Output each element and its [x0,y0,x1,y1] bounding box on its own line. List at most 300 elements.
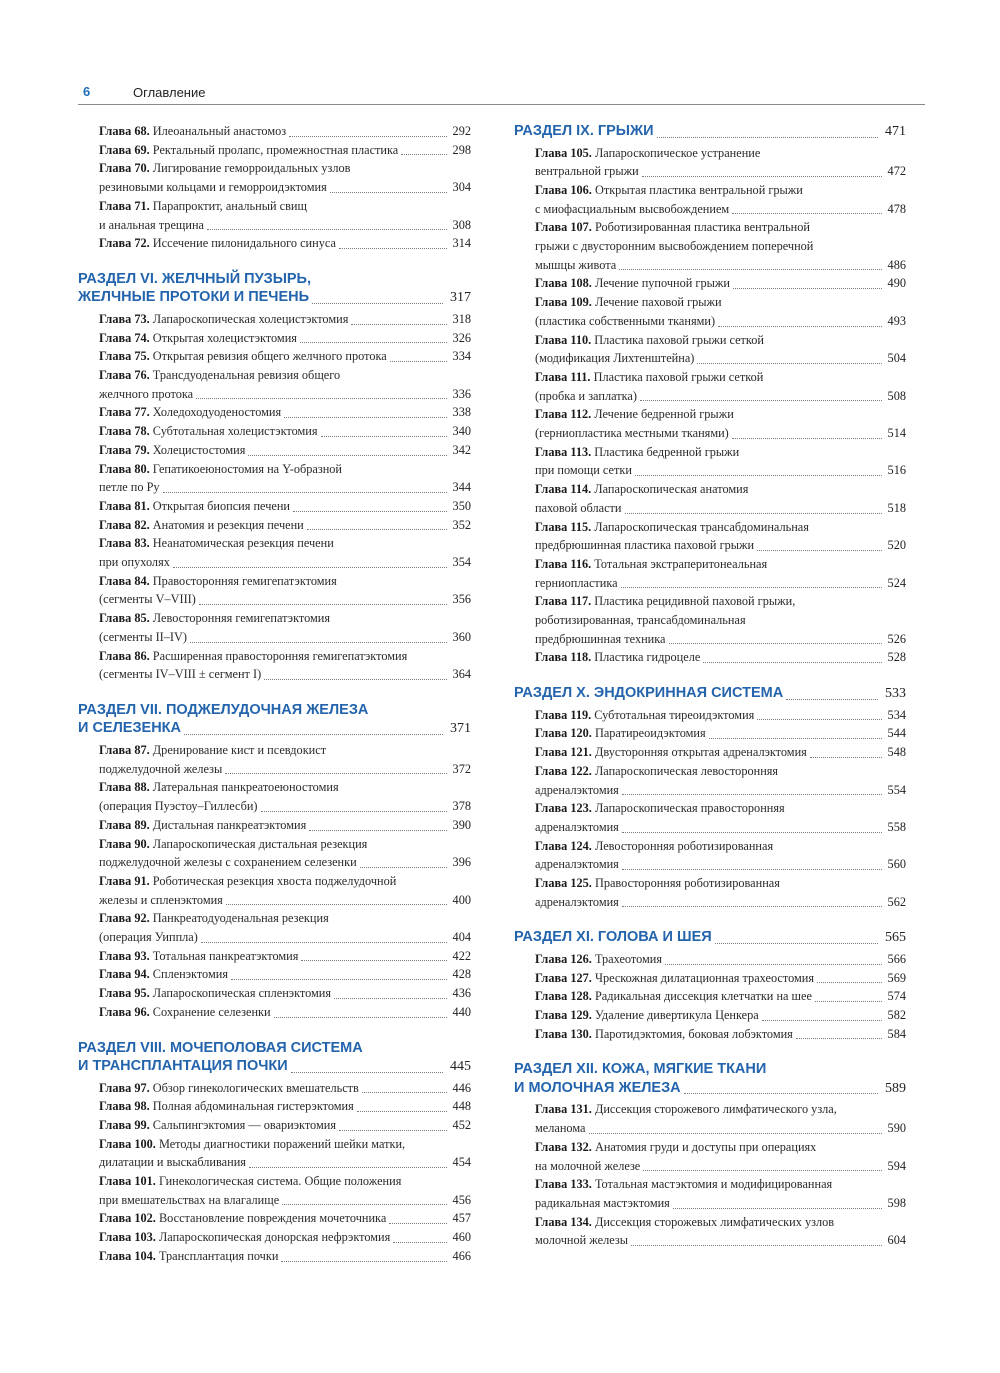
chapter-page-number: 396 [452,855,471,870]
chapter-title-text: Глава 129. Удаление дивертикула Ценкера [535,1008,759,1023]
chapter-label: Глава 131. [535,1102,592,1117]
chapter-line [99,234,471,253]
dot-leader [715,942,878,944]
chapter-title-text: резиновыми кольцами и геморроидэктомия [99,180,327,195]
chapter-label: Глава 117. [535,594,592,609]
dot-leader [274,1016,447,1018]
chapter-title-text: Глава 93. Тотальная панкреатэктомия [99,948,299,963]
chapter-page-number: 562 [887,894,906,909]
chapter-title-text: Глава 116. Тотальная экстраперитонеальная [535,556,768,571]
dot-leader [357,1110,447,1112]
chapter-page-number: 354 [452,555,471,570]
chapter-label: Глава 115. [535,519,592,534]
dot-leader [339,247,447,249]
chapter-label: Глава 106. [535,182,592,197]
dot-leader [225,772,446,774]
chapter-title-text: Глава 114. Лапароскопическая анатомия [535,482,749,497]
chapter-page-number: 314 [452,236,471,251]
chapter-page-number: 446 [452,1080,471,1095]
chapter-title-text: (герниопластика местными тканями) [535,426,729,441]
section-heading-line: РАЗДЕЛ VI. ЖЕЛЧНЫЙ ПУЗЫРЬ, [78,270,312,287]
chapter-title-text: Глава 74. Открытая холецистэктомия [99,330,297,345]
chapter-line [99,928,471,947]
chapter-line [99,1079,471,1098]
chapter-title-text: железы и спленэктомия [99,892,223,907]
chapter-title-text: Глава 99. Сальпингэктомия — овариэктомия [99,1117,336,1132]
chapter-title-text: и анальная трещина [99,217,204,232]
toc-chapter-entry [99,1079,471,1098]
dot-leader [351,323,446,325]
chapter-title-text: Глава 70. Лигирование геморроидальных узлов [99,161,351,176]
page-number: 6 [83,84,91,99]
chapter-line [99,609,471,628]
dot-leader [703,661,881,663]
chapter-label: Глава 105. [535,145,592,160]
section-heading-line: РАЗДЕЛ XII. КОЖА, МЯГКИЕ ТКАНИ [514,1061,767,1078]
chapter-line [535,799,906,818]
chapter-label: Глава 120. [535,726,592,741]
chapter-title-text: при помощи сетки [535,463,632,478]
chapter-line [99,872,471,891]
chapter-line [99,1116,471,1135]
toc-chapter-entry [99,366,471,403]
chapter-label: Глава 86. [99,648,150,663]
chapter-line [99,816,471,835]
toc-chapter-entry [99,1247,471,1266]
chapter-line [535,405,906,424]
dot-leader [362,1091,447,1093]
chapter-title-text: с миофасциальным высвобождением [535,201,730,216]
toc-chapter-entry [99,572,471,609]
chapter-page-number: 452 [452,1117,471,1132]
toc-chapter-entry [535,181,906,218]
dot-leader [291,1071,443,1073]
dot-leader [622,905,882,907]
toc-chapter-entry [99,159,471,196]
toc-chapter-entry [535,144,906,181]
dot-leader [248,454,446,456]
chapter-page-number: 569 [887,970,906,985]
chapter-page-number: 428 [452,967,471,982]
toc-chapter-entry [535,724,906,743]
chapter-line [99,534,471,553]
chapter-page-number: 352 [452,517,471,532]
section-heading-line [514,122,906,142]
toc-chapter-entry [535,950,906,969]
chapter-title-text: Глава 131. Диссекция сторожевого лимфатического узла, [535,1102,837,1117]
chapter-page-number: 360 [452,629,471,644]
chapter-title-text: Глава 80. Гепатикоеюностомия на Y-образной [99,461,343,476]
chapter-title-text: Глава 86. Расширенная правосторонняя гемигепатэктомия [99,648,408,663]
chapter-title-text: предбрюшинная техника [535,631,666,646]
chapter-title-text: Глава 104. Трансплантация почки [99,1248,279,1263]
section-heading-text: РАЗДЕЛ IX. ГРЫЖИ [514,123,654,139]
chapter-line [535,855,906,874]
toc-chapter-entry [535,1213,906,1250]
chapter-line [99,665,471,684]
chapter-page-number: 486 [887,257,906,272]
chapter-page-number: 604 [887,1233,906,1248]
toc-chapter-entry [99,347,471,366]
chapter-page-number: 456 [452,1192,471,1207]
chapter-title-text: молочной железы [535,1233,628,1248]
chapter-label: Глава 134. [535,1214,592,1229]
chapter-label: Глава 70. [99,161,150,176]
section-heading-text: РАЗДЕЛ XI. ГОЛОВА И ШЕЯ [514,929,712,946]
toc-section [514,667,906,911]
chapter-page-number: 526 [887,631,906,646]
chapter-title-text: Глава 100. Методы диагностики поражений шейки матки, [99,1136,406,1151]
chapter-page-number: 560 [887,857,906,872]
chapter-title-text: Глава 121. Двусторонняя открытая адреналэктомия [535,745,807,760]
chapter-title-text: Глава 78. Субтотальная холецистэктомия [99,424,318,439]
chapter-title-text: Глава 83. Неанатомическая резекция печени [99,536,334,551]
chapter-title-text: Глава 106. Открытая пластика вентральной грыжи [535,182,803,197]
toc-chapter-entry [99,741,471,778]
section-heading [514,684,906,704]
dot-leader [732,437,882,439]
chapter-label: Глава 132. [535,1139,592,1154]
dot-leader [732,212,881,214]
toc-chapter-entry [99,403,471,422]
chapter-line [535,630,906,649]
toc-chapter-entry [99,1097,471,1116]
chapter-line [535,461,906,480]
chapter-page-number: 594 [887,1158,906,1173]
chapter-line [99,1003,471,1022]
chapter-label: Глава 93. [99,948,150,963]
chapter-line [535,762,906,781]
chapter-line [535,1025,906,1044]
chapter-title-text: Глава 105. Лапароскопическое устранение [535,145,761,160]
chapter-line [535,237,906,256]
dot-leader [635,474,882,476]
chapter-title-text: Глава 109. Лечение паховой грыжи [535,295,722,310]
chapter-title-text: Глава 82. Анатомия и резекция печени [99,517,304,532]
chapter-label: Глава 100. [99,1136,156,1151]
chapter-label: Глава 94. [99,967,150,982]
chapter-line [535,1194,906,1213]
chapter-page-number: 350 [452,498,471,513]
chapter-line [99,647,471,666]
chapter-title-text: Глава 132. Анатомия груди и доступы при операциях [535,1139,817,1154]
section-page-number: 371 [450,721,471,737]
chapter-title-text: Глава 95. Лапароскопическая спленэктомия [99,986,332,1001]
chapter-label: Глава 78. [99,424,150,439]
chapter-label: Глава 124. [535,838,592,853]
chapter-page-number: 490 [887,276,906,291]
chapter-line [535,387,906,406]
chapter-line [99,403,471,422]
toc-chapter-entry [535,368,906,405]
chapter-title-text: Глава 96. Сохранение селезенки [99,1004,271,1019]
toc-chapter-entry [99,816,471,835]
chapter-line [99,984,471,1003]
chapter-line [99,310,471,329]
dot-leader [261,810,447,812]
chapter-title-text: Глава 97. Обзор гинекологических вмешательств [99,1080,359,1095]
chapter-label: Глава 85. [99,611,150,626]
section-heading [78,270,471,308]
toc-section [514,122,906,667]
chapter-label: Глава 97. [99,1080,150,1095]
section-heading [78,701,471,739]
chapter-line [535,312,906,331]
chapter-line [99,947,471,966]
dot-leader [622,793,882,795]
toc-chapter-entry [99,909,471,946]
chapter-title-text: Глава 117. Пластика рецидивной паховой грыжи, [535,594,796,609]
dot-leader [786,698,878,700]
chapter-title-text: при вмешательствах на влагалище [99,1192,280,1207]
chapter-page-number: 548 [887,745,906,760]
toc-chapter-entry [535,331,906,368]
chapter-page-number: 504 [887,351,906,366]
section-heading-line [78,1057,471,1077]
chapter-title-text: вентральной грыжи [535,164,639,179]
section-spacer [514,667,906,684]
chapter-line [535,1119,906,1138]
chapter-page-number: 378 [452,799,471,814]
chapter-title-text: (операция Уиппла) [99,930,198,945]
dot-leader [281,1260,446,1262]
section-spacer [514,911,906,928]
chapter-page-number: 460 [452,1230,471,1245]
chapter-title-text: Глава 71. Парапроктит, анальный свищ [99,198,307,213]
toc-chapter-entry [535,706,906,725]
dot-leader [293,510,447,512]
toc-chapter-entry [99,1116,471,1135]
chapter-title-text: Глава 113. Пластика бедренной грыжи [535,444,740,459]
chapter-label: Глава 101. [99,1174,156,1189]
toc-chapter-entry [99,122,471,141]
section-heading-line [514,1079,906,1099]
chapter-line [535,706,906,725]
chapter-title-text: Глава 124. Левосторонняя роботизированная [535,838,774,853]
dot-leader [762,1019,882,1021]
chapter-page-number: 326 [452,330,471,345]
dot-leader [657,136,878,138]
toc-chapter-entry [99,1209,471,1228]
chapter-label: Глава 129. [535,1008,592,1023]
chapter-title-text: предбрюшинная пластика паховой грыжи [535,538,755,553]
toc-section [78,122,471,253]
dot-leader [757,718,881,720]
chapter-line [535,781,906,800]
chapter-line [535,518,906,537]
dot-leader [390,360,447,362]
chapter-label: Глава 104. [99,1248,156,1263]
dot-leader [631,1244,882,1246]
chapter-page-number: 440 [452,1004,471,1019]
chapter-title-text: при опухолях [99,555,170,570]
chapter-page-number: 356 [452,592,471,607]
chapter-label: Глава 75. [99,349,150,364]
chapter-label: Глава 83. [99,536,150,551]
chapter-label: Глава 110. [535,332,592,347]
dot-leader [669,642,882,644]
chapter-page-number: 514 [887,426,906,441]
chapter-line [99,572,471,591]
chapter-line [535,611,906,630]
chapter-page-number: 508 [887,388,906,403]
toc-chapter-entry [535,1138,906,1175]
chapter-title-text: Глава 69. Ректальный пролапс, промежностная пластика [99,142,399,157]
chapter-title-text: Глава 98. Полная абдоминальная гистерэктомия [99,1099,354,1114]
chapter-page-number: 454 [452,1155,471,1170]
dot-leader [284,416,446,418]
chapter-line [535,574,906,593]
chapter-label: Глава 89. [99,817,150,832]
chapter-title-text: дилатации и выскабливания [99,1155,246,1170]
section-heading-text: ЖЕЛЧНЫЕ ПРОТОКИ И ПЕЧЕНЬ [78,289,310,306]
chapter-title-text: (сегменты IV–VIII ± сегмент I) [99,667,262,682]
chapter-label: Глава 87. [99,742,150,757]
chapter-line [99,891,471,910]
chapter-page-number: 598 [887,1195,906,1210]
chapter-line [99,441,471,460]
toc-chapter-entry [535,874,906,911]
toc-chapter-entry [99,441,471,460]
chapter-line [535,256,906,275]
toc-chapter-entry [99,647,471,684]
section-heading [514,928,906,948]
chapter-label: Глава 111. [535,369,591,384]
toc-chapter-entry [535,274,906,293]
chapter-page-number: 364 [452,667,471,682]
chapter-line [99,1191,471,1210]
dot-leader [201,941,447,943]
toc-chapter-entry [535,969,906,988]
chapter-title-text: Глава 111. Пластика паховой грыжи сеткой [535,369,764,384]
chapter-title-text: поджелудочной железы с сохранением селезенки [99,855,357,870]
toc-chapter-entry [99,778,471,815]
chapter-title-text: Глава 79. Холецистостомия [99,442,246,457]
dot-leader [207,228,447,230]
section-page-number: 533 [885,686,906,702]
chapter-line [99,1209,471,1228]
toc-chapter-entry [99,1003,471,1022]
chapter-title-text: желчного протока [99,386,194,401]
chapter-line [535,987,906,1006]
section-heading-text: И ТРАНСПЛАНТАЦИЯ ПОЧКИ [78,1058,288,1075]
chapter-line [99,909,471,928]
toc-chapter-entry [99,947,471,966]
dot-leader [665,963,882,965]
dot-leader [619,268,881,270]
chapter-label: Глава 95. [99,986,150,1001]
toc-chapter-entry [99,872,471,909]
chapter-line [535,1138,906,1157]
dot-leader [718,325,881,327]
dot-leader [810,756,882,758]
dot-leader [389,1222,446,1224]
chapter-line [99,1097,471,1116]
toc-chapter-entry [535,1025,906,1044]
chapter-page-number: 466 [452,1248,471,1263]
chapter-page-number: 404 [452,930,471,945]
chapter-title-text: (сегменты II–IV) [99,629,187,644]
chapter-page-number: 422 [452,948,471,963]
chapter-line [535,1231,906,1250]
chapter-line [99,628,471,647]
chapter-title-text: Глава 107. Роботизированная пластика вентральной [535,220,810,235]
chapter-page-number: 338 [452,405,471,420]
chapter-page-number: 520 [887,538,906,553]
chapter-page-number: 518 [887,500,906,515]
toc-chapter-entry [535,762,906,799]
chapter-line [99,590,471,609]
chapter-title-text: Глава 92. Панкреатодуоденальная резекция [99,911,329,926]
dot-leader [815,1000,882,1002]
dot-leader [173,566,447,568]
chapter-line [535,950,906,969]
chapter-page-number: 493 [887,313,906,328]
chapter-label: Глава 114. [535,482,592,497]
section-page-number: 445 [450,1059,471,1075]
chapter-page-number: 584 [887,1026,906,1041]
chapter-title-text: Глава 89. Дистальная панкреатэктомия [99,817,307,832]
chapter-title-text: (модификация Лихтенштейна) [535,351,695,366]
section-heading-line [78,719,471,739]
chapter-line [535,648,906,667]
chapter-line [535,724,906,743]
chapter-title-text: Глава 120. Паратиреоидэктомия [535,726,706,741]
chapter-page-number: 292 [452,124,471,138]
toc-chapter-entry [99,497,471,516]
chapter-title-text: поджелудочной железы [99,761,223,776]
chapter-label: Глава 98. [99,1099,150,1114]
chapter-label: Глава 74. [99,330,150,345]
chapter-line [535,1100,906,1119]
chapter-title-text: Глава 84. Правосторонняя гемигепатэктомия [99,573,337,588]
chapter-line [99,1228,471,1247]
toc-chapter-entry [535,987,906,1006]
toc-chapter-entry [99,422,471,441]
chapter-line [535,293,906,312]
dot-leader [733,287,882,289]
chapter-title-text: Глава 112. Лечение бедренной грыжи [535,407,734,422]
chapter-page-number: 340 [452,424,471,439]
chapter-label: Глава 90. [99,836,150,851]
chapter-label: Глава 84. [99,573,150,588]
chapter-page-number: 457 [452,1211,471,1226]
chapter-label: Глава 77. [99,405,150,420]
dot-leader [282,1203,446,1205]
chapter-label: Глава 116. [535,556,592,571]
chapter-label: Глава 99. [99,1117,150,1132]
dot-leader [264,678,446,680]
chapter-label: Глава 81. [99,498,150,513]
toc-section [78,253,471,684]
chapter-line [99,460,471,479]
dot-leader [196,397,446,399]
toc-chapter-entry [535,743,906,762]
section-heading [514,122,906,142]
chapter-line [535,555,906,574]
chapter-line [535,200,906,219]
chapter-line [99,329,471,348]
chapter-label: Глава 92. [99,911,150,926]
chapter-line [99,178,471,197]
dot-leader [642,175,882,177]
dot-leader [334,997,447,999]
chapter-title-text: Глава 134. Диссекция сторожевых лимфатических узлов [535,1214,835,1229]
chapter-title-text: (операция Пуэстоу–Гиллесби) [99,799,258,814]
chapter-label: Глава 122. [535,763,592,778]
toc-chapter-entry [535,555,906,592]
chapter-title-text: Глава 130. Паротидэктомия, боковая лобэктомия [535,1026,793,1041]
